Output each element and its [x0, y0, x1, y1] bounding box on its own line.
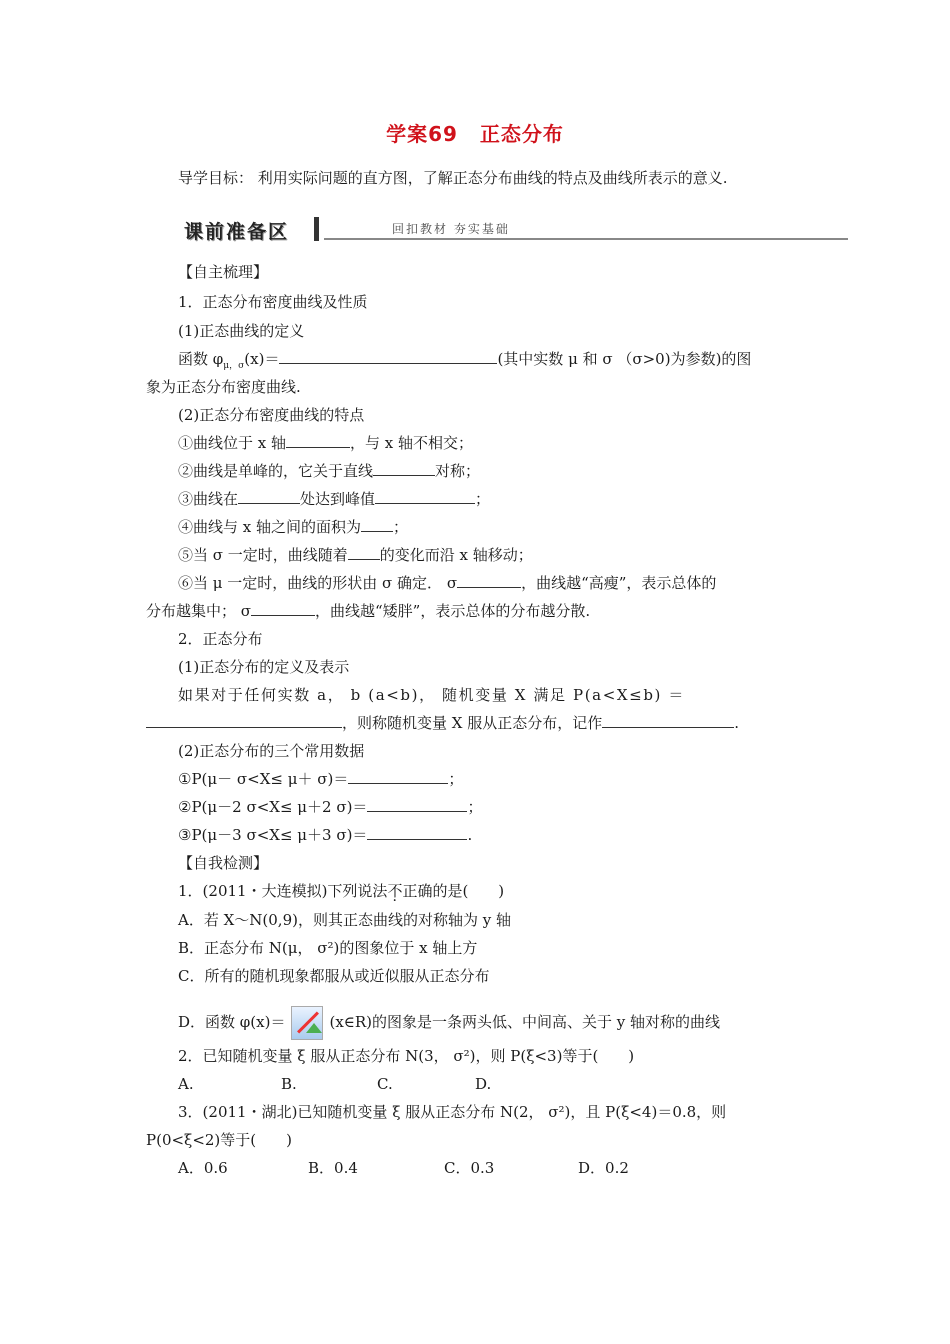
- n1-end: ；: [448, 770, 464, 788]
- blank-p3b[interactable]: [375, 489, 475, 504]
- property-2: [178, 461, 480, 481]
- q2-option-d: D.: [475, 1075, 492, 1093]
- q2-option-c: C.: [377, 1075, 393, 1093]
- property-5: [178, 545, 533, 565]
- p4-text: ④曲线与 x 轴之间的面积为: [178, 518, 361, 536]
- heading-1: 1．正态分布密度曲线及性质: [178, 293, 368, 311]
- property-6-continued: [146, 601, 590, 621]
- blank-n3[interactable]: [367, 825, 467, 840]
- property-6: [178, 573, 716, 593]
- p2-text-b: 对称；: [435, 462, 481, 480]
- blank-p2[interactable]: [373, 461, 435, 476]
- p6-text-b: ，曲线越“高瘦”，表示总体的: [521, 574, 717, 592]
- q3-option-c: C．0.3: [444, 1159, 495, 1177]
- banner-subtitle: 回扣教材 夯实基础: [392, 222, 510, 236]
- blank-normal-prob[interactable]: [146, 713, 342, 728]
- section-header-self-review: 【自主梳理】: [178, 263, 269, 281]
- banner-divider: [324, 238, 848, 240]
- n2-end: ；: [467, 798, 483, 816]
- heading-1a: (1)正态曲线的定义: [178, 322, 305, 340]
- common-data-2: [178, 797, 482, 817]
- section-banner: [178, 217, 848, 243]
- d2-text-c: .: [734, 714, 739, 732]
- question-3: 3．(2011・湖北)已知随机变量 ξ 服从正态分布 N(2， σ²)，且 P(ξ<4)＝0.8，则: [178, 1103, 727, 1121]
- blank-density-formula[interactable]: [279, 349, 497, 364]
- section-header-self-check: 【自我检测】: [178, 854, 269, 872]
- property-4: [178, 517, 408, 537]
- p5-text: ⑤当 σ 一定时，曲线随着: [178, 546, 348, 564]
- blank-p6b[interactable]: [251, 601, 315, 616]
- q2-options: [178, 1074, 491, 1094]
- def-mid: (x)＝: [244, 350, 280, 368]
- property-3: [178, 489, 490, 509]
- p5-text-b: 的变化而沿 x 轴移动；: [379, 546, 533, 564]
- definition-continued: 象为正态分布密度曲线.: [146, 378, 301, 396]
- definition-2: 如果对于任何实数 a， b (a<b)， 随机变量 X 满足 P(a<X≤b) ＝: [178, 686, 685, 704]
- blank-p3a[interactable]: [238, 489, 300, 504]
- p4-text-b: ；: [393, 518, 409, 536]
- blank-p1[interactable]: [286, 433, 350, 448]
- def-post: (其中实数 μ 和 σ （σ>0)为参数)的图: [497, 350, 752, 368]
- banner-label: 课前准备区: [184, 221, 290, 243]
- n3-end: .: [467, 826, 473, 844]
- p6-text-c: 分布越集中； σ: [146, 602, 252, 620]
- q1-pre: 1．(2011・大连模拟)下列说法: [178, 882, 388, 900]
- blank-notation[interactable]: [602, 713, 734, 728]
- q2-option-a: A.: [178, 1075, 194, 1093]
- common-data-1: [178, 769, 463, 789]
- p6-text: ⑥当 μ 一定时，曲线的形状由 σ 确定． σ: [178, 574, 458, 592]
- property-1: [178, 433, 473, 453]
- q3-option-d: D．0.2: [578, 1159, 629, 1177]
- page-title: [0, 118, 950, 147]
- q3-options: [178, 1158, 629, 1178]
- learning-goal: 导学目标： 利用实际问题的直方图，了解正态分布曲线的特点及曲线所表示的意义.: [178, 169, 728, 187]
- heading-2a: (1)正态分布的定义及表示: [178, 658, 350, 676]
- q1-option-a: A．若 X～N(0,9)，则其正态曲线的对称轴为 y 轴: [178, 911, 511, 929]
- def-function: 函数 φ: [178, 350, 224, 368]
- q3-option-a: A．0.6: [178, 1159, 228, 1177]
- definition-2-continued: [146, 713, 739, 733]
- blank-n1[interactable]: [348, 769, 448, 784]
- p3-text: ③曲线在: [178, 490, 239, 508]
- blank-n2[interactable]: [367, 797, 467, 812]
- q1-option-c: C．所有的随机现象都服从或近似服从正态分布: [178, 967, 490, 985]
- definition-line: [178, 349, 751, 376]
- p1-text-b: ，与 x 轴不相交；: [350, 434, 473, 452]
- q2-option-b: B.: [281, 1075, 297, 1093]
- common-data-3: [178, 825, 472, 845]
- q1d-pre: D．函数 φ(x)＝: [178, 1013, 286, 1031]
- p2-text: ②曲线是单峰的，它关于直线: [178, 462, 374, 480]
- n1-text: ①P(μ－ σ<X≤ μ＋ σ)＝: [178, 770, 349, 788]
- q1d-post: (x∈R)的图象是一条两头低、中间高、关于 y 轴对称的曲线: [329, 1013, 721, 1031]
- blank-p4[interactable]: [361, 517, 393, 532]
- def-subscript: μ，σ: [223, 361, 245, 371]
- n3-text: ③P(μ－3 σ<X≤ μ＋3 σ)＝: [178, 826, 368, 844]
- n2-text: ②P(μ－2 σ<X≤ μ＋2 σ)＝: [178, 798, 368, 816]
- heading-2: 2．正态分布: [178, 630, 263, 648]
- q1-option-d: [178, 1006, 720, 1040]
- q1-option-b: B．正态分布 N(μ， σ²)的图象位于 x 轴上方: [178, 939, 478, 957]
- title-part-b: 正态分布: [479, 122, 564, 146]
- banner-bar: [314, 217, 319, 241]
- q3-option-b: B．0.4: [308, 1159, 358, 1177]
- p6-text-d: ，曲线越“矮胖”，表示总体的分布越分散.: [315, 602, 591, 620]
- question-1: [178, 881, 504, 901]
- p1-text: ①曲线位于 x 轴: [178, 434, 286, 452]
- title-part-a: 学案69: [386, 122, 458, 146]
- question-3-continued: P(0<ξ<2)等于( ): [146, 1131, 292, 1149]
- d2-text-b: ，则称随机变量 X 服从正态分布，记作: [342, 714, 603, 732]
- p3-text-b: 处达到峰值: [300, 490, 376, 508]
- blank-p5[interactable]: [348, 545, 380, 560]
- q1-post: 正确的是( ): [402, 882, 505, 900]
- heading-2b: (2)正态分布的三个常用数据: [178, 742, 365, 760]
- p3-text-c: ；: [475, 490, 491, 508]
- blank-p6a[interactable]: [457, 573, 521, 588]
- q1-emphasis: 不: [387, 882, 403, 900]
- question-2: 2．已知随机变量 ξ 服从正态分布 N(3， σ²)，则 P(ξ<3)等于( ): [178, 1047, 635, 1065]
- broken-formula-image-icon: [291, 1006, 323, 1040]
- heading-1b: (2)正态分布密度曲线的特点: [178, 406, 365, 424]
